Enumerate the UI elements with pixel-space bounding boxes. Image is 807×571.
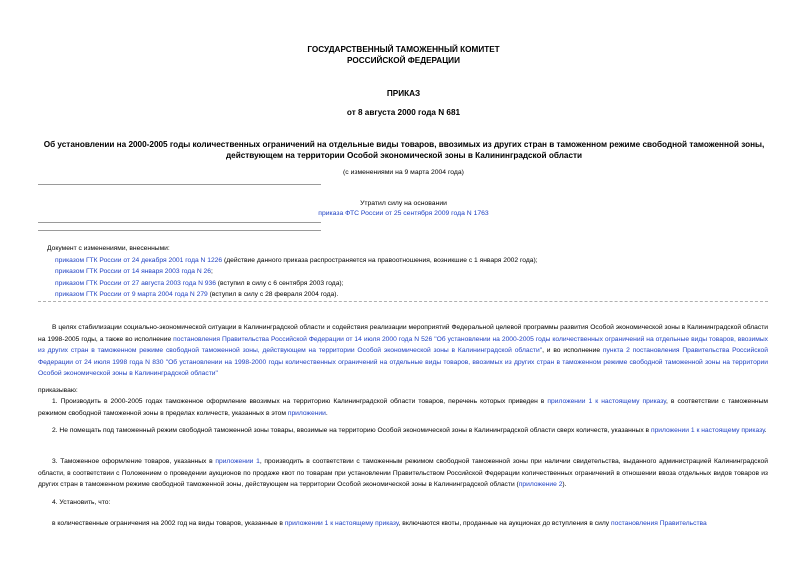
para-link[interactable]: приложении 1 к настоящему приказу — [650, 427, 765, 434]
preamble-link[interactable]: постановления Правительства Российской Федерации от 14 июля 2000 года N 526 "Об установлении на 2000-2005 годы количественных ограничений на отдельные виды товаров, ввозимых из других стран в таможенном режиме свободной таможенной зоны, действующем на территории Особой экономической зоны в Калининградской области" — [38, 335, 768, 354]
divider-dashed — [38, 301, 768, 302]
change-note: ; — [210, 268, 213, 275]
para-text: , включаются квоты, проданные на аукционах до вступления в силу — [398, 520, 611, 527]
para-link[interactable]: постановления Правительства — [610, 520, 707, 527]
org-name-line1: ГОСУДАРСТВЕННЫЙ ТАМОЖЕННЫЙ КОМИТЕТ — [307, 45, 500, 54]
para-link[interactable]: приложении 1 — [215, 458, 260, 465]
repeal-label: Утратил силу на основании — [360, 200, 447, 207]
change-item — [47, 266, 747, 278]
divider — [38, 230, 321, 231]
change-item — [47, 289, 747, 301]
change-item — [47, 278, 747, 290]
doc-title: Об установлении на 2000-2005 годы количественных ограничений на отдельные виды товаров, ввозимых из других стран в таможенном режиме свободной таможенной зоны, действующем на территории Особой экономической зоны в Калининградской области — [43, 140, 765, 160]
para-link[interactable]: приложении 1 к настоящему приказу — [547, 398, 666, 405]
change-link[interactable]: приказом ГТК России от 9 марта 2004 года N 279 — [55, 291, 208, 298]
divider — [38, 184, 321, 185]
repeal-link[interactable]: приказа ФТС России от 25 сентября 2009 года N 1763 — [318, 210, 489, 217]
change-link[interactable]: приказом ГТК России от 24 декабря 2001 года N 1226 — [55, 256, 223, 264]
para-text: 2. Не помещать под таможенный режим свободной таможенной зоны товары, ввозимые на территорию Особой экономической зоны в Калининградской области сверх количеств, указанных в — [52, 427, 651, 434]
changes-intro: Документ с изменениями, внесенными: — [47, 245, 170, 252]
doc-type: ПРИКАЗ — [386, 89, 421, 98]
para-text: ). — [562, 481, 567, 488]
para-text: 1. Производить в 2000-2005 годах таможенное оформление ввозимых на территорию Калининградской области товаров, перечень которых приведен в — [52, 398, 548, 405]
para-link[interactable]: приложении — [287, 409, 326, 417]
org-name-line2: РОССИЙСКОЙ ФЕДЕРАЦИИ — [347, 56, 460, 65]
change-link[interactable]: приказом ГТК России от 27 августа 2003 года N 936 — [55, 279, 216, 287]
para-text: , производить в соответствии с таможенным режимом свободной таможенной зоны при наличии свидетельства, выданного администрацией Калининградской области, в соответствии с Положением о проведении аукционов по продаже квот по товарам при установлении Правительством Российской Федерации количественных ограничений в отношении ввоза отдельных видов товаров из других стран в таможенном режиме свободной таможенной зоны, действующем на территории Особой экономической зоны в Калининградской области ( — [38, 458, 768, 488]
para-link[interactable]: приложение 2 — [518, 481, 563, 488]
change-item — [47, 255, 747, 267]
divider — [38, 222, 321, 223]
paragraph-1 — [38, 396, 768, 419]
preamble-link[interactable]: пункта 2 постановления Правительства Российской Федерации от 24 июля 1998 года N 830 "Об установлении на 1998-2000 годы количественных ограничений на отдельные виды товаров, ввозимых из других стран в таможенном режиме свободной таможенной зоны на территории Особой экономической зоны в Калининградской области" — [38, 347, 768, 377]
order-word: приказываю: — [38, 387, 78, 394]
para-text: . — [325, 409, 328, 417]
para-text: в количественные ограничения на 2002 год на виды товаров, указанные в — [52, 520, 285, 527]
paragraph-2 — [38, 425, 768, 437]
preamble-text: В целях стабилизации социально-экономической ситуации в Калининградской области и содействия реализации мероприятий Федеральной целевой программы развития Особой экономической зоны в Калининградской области на 1998-2005 годы, а также во исполнение — [38, 324, 768, 343]
paragraph-4: 4. Установить, что: — [52, 499, 111, 506]
paragraph-3 — [38, 456, 768, 491]
paragraph-5 — [38, 518, 768, 530]
change-note: (действие данного приказа распространяется на правоотношения, возникшие с 1 января 2002 года); — [222, 256, 538, 264]
amendments-note: (с изменениями на 9 марта 2004 года) — [343, 169, 464, 176]
change-note: (вступил в силу с 6 сентября 2003 года); — [215, 279, 344, 287]
para-text: 3. Таможенное оформление товаров, указанных в — [52, 458, 216, 465]
change-note: (вступил в силу с 28 февраля 2004 года). — [207, 291, 339, 298]
para-link[interactable]: приложении 1 к настоящему приказу — [284, 520, 399, 527]
preamble — [38, 322, 768, 380]
changes-block — [47, 243, 747, 301]
preamble-text: , и во исполнение — [542, 347, 603, 354]
change-link[interactable]: приказом ГТК России от 14 января 2003 года N 26 — [55, 268, 211, 275]
doc-date: от 8 августа 2000 года N 681 — [346, 108, 461, 117]
para-text: . — [764, 427, 767, 434]
para-text: , в соответствии с таможенным режимом свободной таможенной зоны в пределах количеств, указанных в этом — [38, 398, 768, 417]
